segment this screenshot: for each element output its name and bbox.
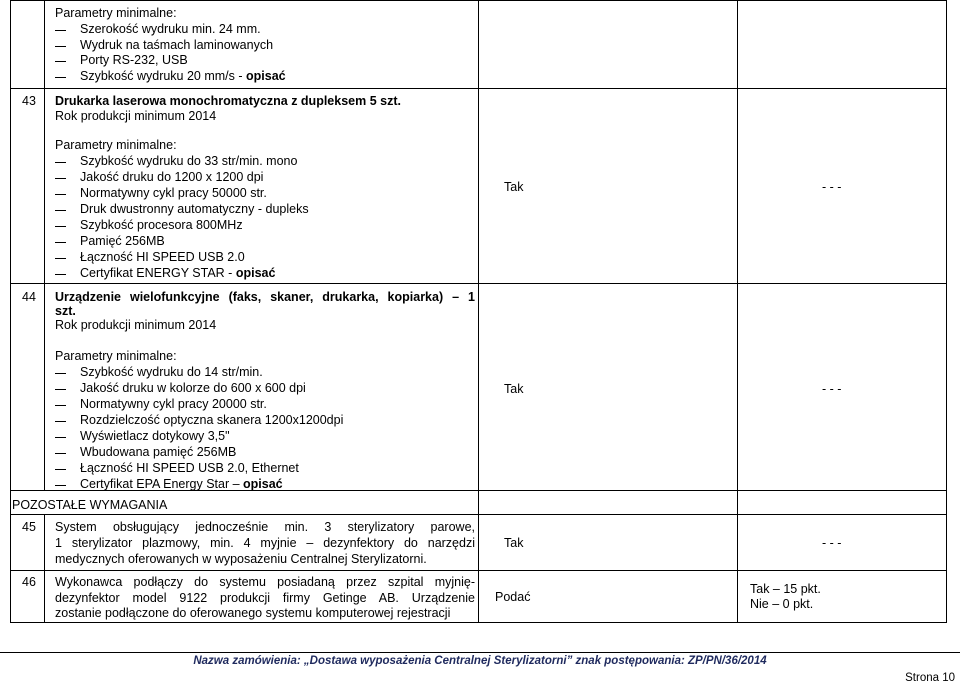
row-divider-45 — [10, 514, 947, 515]
param-item: Porty RS-232, USB — [80, 53, 188, 67]
required-value: Tak — [504, 180, 524, 194]
param-item: Jakość druku w kolorze do 600 x 600 dpi — [80, 381, 306, 395]
list-dash — [55, 178, 66, 179]
param-item: Wyświetlacz dotykowy 3,5" — [80, 429, 230, 443]
item-text: dezynfektor model 9122 produkcji firmy Getinge AB. Urządzenie — [55, 591, 475, 605]
param-item: Pamięć 256MB — [80, 234, 165, 248]
row-divider-43 — [10, 88, 947, 89]
footer-divider — [0, 652, 960, 653]
param-item: Wbudowana pamięć 256MB — [80, 445, 237, 459]
list-dash — [55, 242, 66, 243]
list-dash — [55, 274, 66, 275]
param-item: Rozdzielczość optyczna skanera 1200x1200dpi — [80, 413, 344, 427]
points-value: - - - — [822, 382, 842, 396]
required-value: Tak — [504, 536, 524, 550]
row-number: 44 — [22, 290, 36, 304]
item-text: zostanie podłączone do oferowanego systemu komputerowej rejestracji — [55, 606, 451, 620]
list-dash — [55, 485, 66, 486]
list-dash — [55, 77, 66, 78]
list-dash — [55, 421, 66, 422]
list-dash — [55, 437, 66, 438]
param-item: Szybkość procesora 800MHz — [80, 218, 243, 232]
list-dash — [55, 61, 66, 62]
list-dash — [55, 46, 66, 47]
column-divider-required — [737, 0, 738, 622]
param-item: Certyfikat EPA Energy Star – opisać — [80, 477, 283, 491]
row-number: 45 — [22, 520, 36, 534]
page-number: Strona 10 — [905, 672, 955, 684]
param-item: Szybkość wydruku do 33 str/min. mono — [80, 154, 298, 168]
points-yes: Tak – 15 pkt. — [750, 582, 821, 596]
row-divider-44 — [10, 283, 947, 284]
points-value: - - - — [822, 536, 842, 550]
row-divider-46 — [10, 570, 947, 571]
table-border-top — [10, 0, 947, 1]
table-border-left — [10, 0, 11, 622]
row-number: 46 — [22, 575, 36, 589]
footer-text: Nazwa zamówienia: „Dostawa wyposażenia Centralnej Sterylizatorni” znak postępowania: ZP/PN/36/2014 — [193, 655, 767, 667]
param-item: Łączność HI SPEED USB 2.0, Ethernet — [80, 461, 299, 475]
row-number: 43 — [22, 94, 36, 108]
required-value: Podać — [495, 590, 531, 604]
param-item: Jakość druku do 1200 x 1200 dpi — [80, 170, 264, 184]
production-year: Rok produkcji minimum 2014 — [55, 318, 217, 332]
production-year: Rok produkcji minimum 2014 — [55, 109, 217, 123]
section-heading: POZOSTAŁE WYMAGANIA — [12, 498, 168, 512]
list-dash — [55, 405, 66, 406]
list-dash — [55, 30, 66, 31]
list-dash — [55, 258, 66, 259]
item-text: medycznych oferowanych w wyposażeniu Centralnej Sterylizatorni. — [55, 552, 427, 566]
list-dash — [55, 162, 66, 163]
list-dash — [55, 194, 66, 195]
param-item: Łączność HI SPEED USB 2.0 — [80, 250, 245, 264]
param-item: Wydruk na taśmach laminowanych — [80, 38, 274, 52]
param-item: Certyfikat ENERGY STAR - opisać — [80, 266, 276, 280]
required-value: Tak — [504, 382, 524, 396]
param-item: Druk dwustronny automatyczny - dupleks — [80, 202, 309, 216]
points-value: - - - — [822, 180, 842, 194]
item-title: Drukarka laserowa monochromatyczna z dupleksem 5 szt. — [55, 94, 401, 108]
list-dash — [55, 453, 66, 454]
list-dash — [55, 210, 66, 211]
param-item: Szybkość wydruku do 14 str/min. — [80, 365, 263, 379]
item-text: 1 sterylizator plazmowy, min. 4 myjnie – dezynfektory do narzędzi — [55, 536, 475, 550]
table-border-right — [946, 0, 947, 622]
param-item: Szerokość wydruku min. 24 mm. — [80, 22, 261, 36]
item-text: Wykonawca podłączy do systemu posiadaną przez szpital myjnię- — [55, 575, 475, 589]
list-dash — [55, 226, 66, 227]
list-dash — [55, 389, 66, 390]
params-heading: Parametry minimalne: — [55, 138, 177, 152]
list-dash — [55, 373, 66, 374]
column-divider-description — [478, 0, 479, 622]
params-heading: Parametry minimalne: — [55, 6, 177, 20]
item-title-cont: szt. — [55, 304, 76, 318]
param-item: Szybkość wydruku 20 mm/s - opisać — [80, 69, 286, 83]
table-border-bottom — [10, 622, 947, 623]
param-item: Normatywny cykl pracy 20000 str. — [80, 397, 267, 411]
item-title: Urządzenie wielofunkcyjne (faks, skaner, drukarka, kopiarka) – 1 — [55, 290, 475, 304]
params-heading: Parametry minimalne: — [55, 349, 177, 363]
param-item: Normatywny cykl pracy 50000 str. — [80, 186, 267, 200]
column-divider-number-lower — [44, 514, 45, 622]
item-text: System obsługujący jednocześnie min. 3 sterylizatory parowe, — [55, 520, 475, 534]
column-divider-number — [44, 0, 45, 490]
points-no: Nie – 0 pkt. — [750, 597, 814, 611]
list-dash — [55, 469, 66, 470]
